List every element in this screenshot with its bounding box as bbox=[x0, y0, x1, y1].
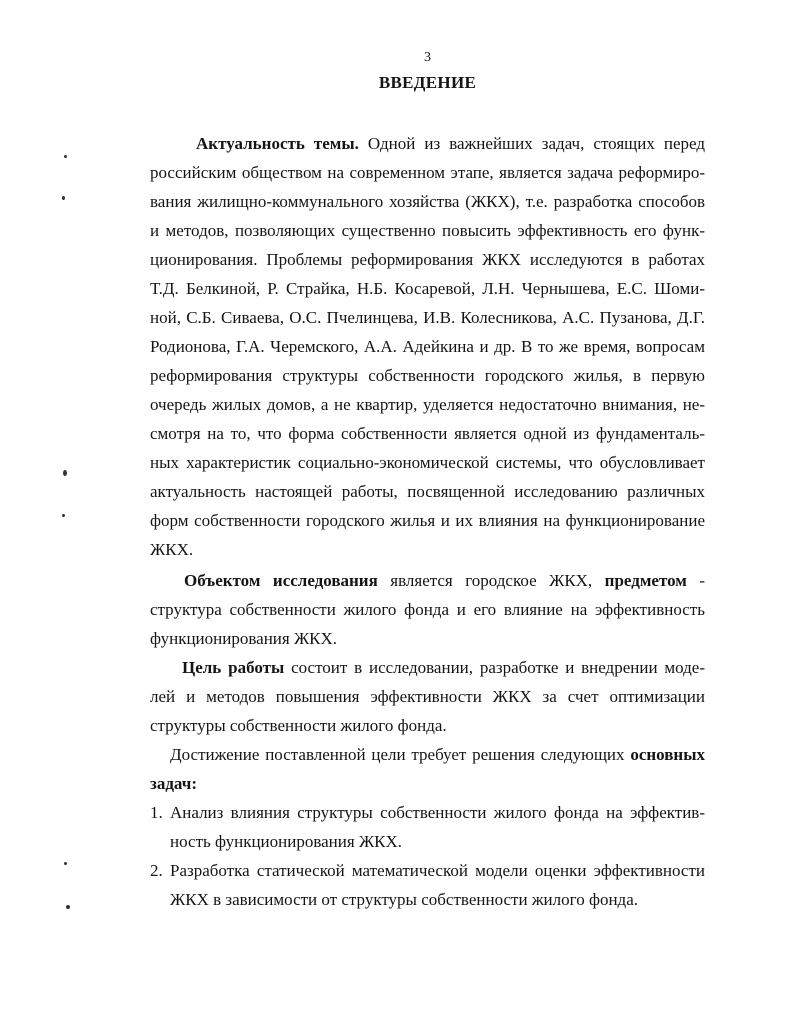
tasks-bold-label: основных bbox=[630, 745, 705, 764]
text-line: форм собственности городского жилья и их влияния на функционирование bbox=[150, 511, 705, 530]
text-line: реформирования структуры собственности городского жилья, в первую bbox=[150, 366, 705, 385]
paragraph-first-line: Цель работы состоит в исследовании, разработке и внедрении моде- bbox=[182, 658, 705, 677]
text-line: и методов, позволяющих существенно повысить эффективность его функ- bbox=[150, 221, 705, 240]
text-line: ность функционирования ЖКХ. bbox=[170, 832, 403, 851]
list-item bbox=[150, 798, 705, 856]
scan-speck bbox=[62, 196, 65, 200]
text-line: актуальность настоящей работы, посвященной исследованию различных bbox=[150, 482, 705, 501]
subject-label: предметом bbox=[604, 571, 687, 590]
text-line: вания жилищно-коммунального хозяйства (ЖКХ), т.е. разработка способов bbox=[150, 192, 705, 211]
goal-label: Цель работы bbox=[182, 658, 285, 677]
text-line: структура собственности жилого фонда и его влияние на эффективность bbox=[150, 600, 705, 619]
object-label: Объектом исследования bbox=[184, 571, 378, 590]
scan-speck bbox=[63, 470, 67, 476]
text-line: ЖКХ. bbox=[150, 540, 194, 559]
text-line: Родионова, Г.А. Черемского, А.А. Адейкина и др. В то же время, вопросам bbox=[150, 337, 705, 356]
paragraph-first-line: Объектом исследования является городское ЖКХ, предметом - bbox=[184, 571, 705, 590]
scan-speck bbox=[64, 862, 67, 865]
paragraph-first-line: Актуальность темы. Одной из важнейших задач, стоящих перед bbox=[196, 134, 705, 153]
text-line: ЖКХ в зависимости от структуры собственности жилого фонда. bbox=[170, 890, 638, 909]
paragraph-object bbox=[150, 566, 705, 653]
tasks-bold-label-2: задач: bbox=[150, 774, 197, 793]
scan-speck bbox=[64, 155, 67, 158]
list-item bbox=[150, 856, 705, 914]
text-line: ных характеристик социально-экономической системы, что обусловливает bbox=[150, 453, 705, 472]
relevance-label: Актуальность темы. bbox=[196, 134, 359, 153]
text-line: российским обществом на современном этапе, является задача реформиро- bbox=[150, 163, 705, 182]
text-line: очередь жилых домов, а не квартир, уделяется недостаточно внимания, не- bbox=[150, 395, 705, 414]
text-line: лей и методов повышения эффективности ЖКХ за счет оптимизации bbox=[150, 687, 705, 706]
list-number: 1. bbox=[150, 803, 163, 822]
text-line: Т.Д. Белкиной, Р. Страйка, Н.Б. Косаревой, Л.Н. Чернышева, Е.С. Шоми- bbox=[150, 279, 705, 298]
paragraph-first-line: Достижение поставленной цели требует решения следующих основных bbox=[170, 745, 705, 764]
text-line: Разработка статической математической модели оценки эффективности bbox=[170, 861, 705, 880]
scan-speck bbox=[66, 905, 70, 909]
list-number: 2. bbox=[150, 861, 163, 880]
text-line: смотря на то, что форма собственности является одной из фундаменталь- bbox=[150, 424, 705, 443]
scan-speck bbox=[62, 514, 65, 517]
text-line: ной, С.Б. Сиваева, О.С. Пчелинцева, И.В. Колесникова, А.С. Пузанова, Д.Г. bbox=[150, 308, 705, 327]
text-line: Анализ влияния структуры собственности жилого фонда на эффектив- bbox=[170, 803, 705, 822]
text-line: ционирования. Проблемы реформирования ЖКХ исследуются в работах bbox=[150, 250, 705, 269]
paragraph-relevance bbox=[150, 129, 705, 564]
page-title: ВВЕДЕНИЕ bbox=[378, 73, 477, 92]
paragraph-tasks bbox=[150, 740, 705, 798]
text-line: функционирования ЖКХ. bbox=[150, 629, 338, 648]
page-number: 3 bbox=[424, 50, 431, 65]
paragraph-goal bbox=[150, 653, 705, 740]
text-line: структуры собственности жилого фонда. bbox=[150, 716, 447, 735]
text-line bbox=[150, 769, 705, 798]
